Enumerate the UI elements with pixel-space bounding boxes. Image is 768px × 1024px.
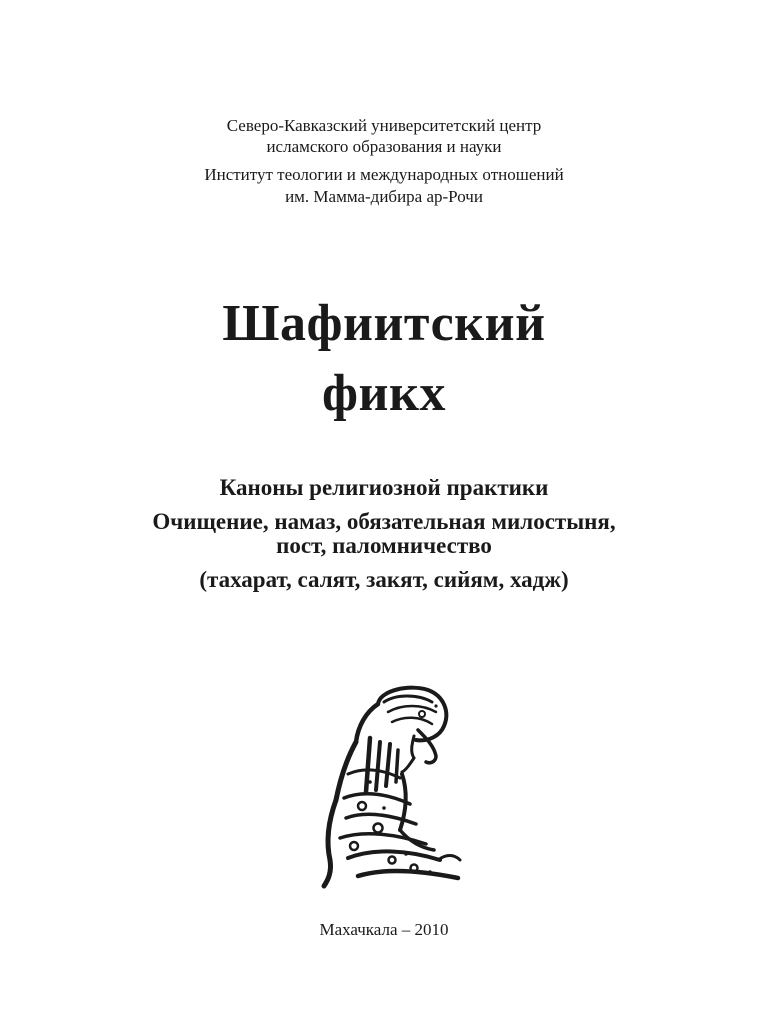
institute-line-1: Институт теологии и международных отношений <box>204 165 564 184</box>
institution-line-1: Северо-Кавказский университетский центр <box>226 116 542 135</box>
place-and-year: Махачкала – 2010 <box>319 920 449 939</box>
book-title-line-1: Шафиитский <box>222 295 546 352</box>
subtitle-line-1: Каноны религиозной практики <box>219 475 549 500</box>
institution-line-2: исламского образования и науки <box>266 137 502 156</box>
praying-figure-calligraphy-icon <box>318 682 464 892</box>
book-title-line-2: фикх <box>322 365 446 422</box>
subtitle-line-4: (тахарат, салят, закят, сийям, хадж) <box>199 567 569 592</box>
subtitle-line-2: Очищение, намаз, обязательная милостыня, <box>152 509 616 534</box>
institute-line-2: им. Мамма-дибира ар-Рочи <box>285 187 483 206</box>
subtitle-line-3: пост, паломничество <box>276 533 492 558</box>
